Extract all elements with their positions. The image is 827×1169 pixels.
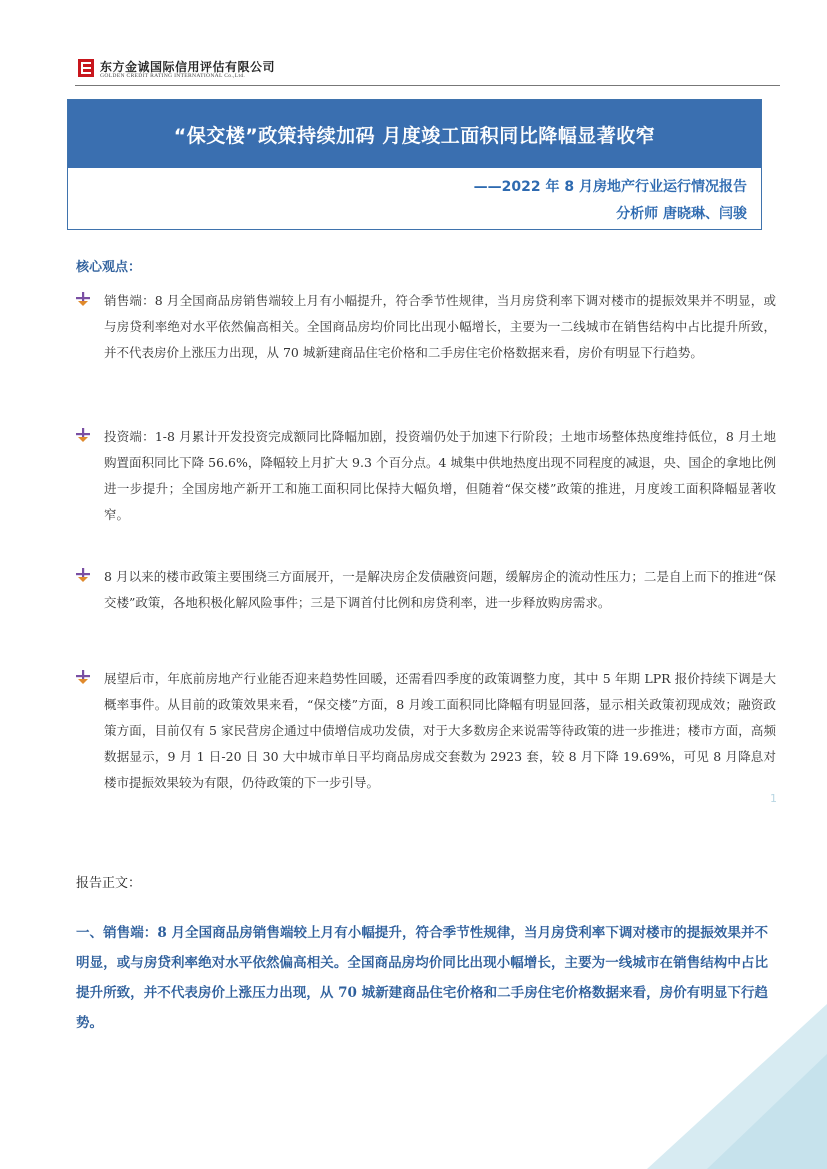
page-number: 1: [770, 792, 777, 805]
key-points-heading: 核心观点：: [76, 260, 142, 275]
key-point-text: 投资端：1-8 月累计开发投资完成额同比降幅加剧，投资端仍处于加速下行阶段；土地市场整体热度维持低位，8 月土地购置面积同比下降 56.6%，降幅较上月扩大 9.3 个百分点。4 城集中供地热度出现不同程度的减退，央、国企的拿地比例进一步提升；全国房地产新开工和施工面积同比保持大幅负增，但随着“保交楼”政策的推进，月度竣工面积降幅显著收窄。: [104, 429, 776, 522]
report-subtitle: ——2022 年 8 月房地产行业运行情况报告: [473, 179, 747, 195]
corner-decoration: [647, 1004, 827, 1169]
analysts: 分析师 唐晓琳、闫骏: [616, 206, 747, 222]
key-point-item: [76, 288, 776, 366]
header-divider: [75, 85, 780, 86]
key-point-item: [76, 564, 776, 616]
bullet-arrow-icon: [76, 292, 90, 306]
section-1-paragraph: 一、销售端：8 月全国商品房销售端较上月有小幅提升，符合季节性规律，当月房贷利率下调对楼市的提振效果并不明显，或与房贷利率绝对水平依然偏高相关。全国商品房均价同比出现小幅增长，主要为一线城市在销售结构中占比提升所致，并不代表房价上涨压力出现，从 70 城新建商品住宅价格和二手房住宅价格数据来看，房价有明显下行趋势。: [76, 925, 768, 1031]
title-band: [68, 100, 761, 168]
company-name-en: GOLDEN CREDIT RATING INTERNATIONAL Co.,Ltd.: [100, 73, 246, 79]
bullet-arrow-icon: [76, 670, 90, 684]
key-point-item: [76, 424, 776, 528]
bullet-arrow-icon: [76, 428, 90, 442]
report-body-heading: 报告正文：: [76, 876, 142, 891]
key-point-item: [76, 666, 776, 796]
key-point-text: 销售端：8 月全国商品房销售端较上月有小幅提升，符合季节性规律，当月房贷利率下调对楼市的提振效果并不明显，或与房贷利率绝对水平依然偏高相关。全国商品房均价同比出现小幅增长，主要为一二线城市在销售结构中占比提升所致，并不代表房价上涨压力出现，从 70 城新建商品住宅价格和二手房住宅价格数据来看，房价有明显下行趋势。: [104, 293, 776, 360]
key-point-text: 8 月以来的楼市政策主要围绕三方面展开，一是解决房企发债融资问题，缓解房企的流动性压力；二是自上而下的推进“保交楼”政策，各地积极化解风险事件；三是下调首付比例和房贷利率，进一步释放购房需求。: [104, 569, 776, 610]
company-name-cn: 东方金诚国际信用评估有限公司: [100, 60, 276, 74]
key-point-text: 展望后市，年底前房地产行业能否迎来趋势性回暖，还需看四季度的政策调整力度，其中 5 年期 LPR 报价持续下调是大概率事件。从目前的政策效果来看，“保交楼”方面，8 月竣工面积同比降幅有明显回落，显示相关政策初现成效；融资政策方面，目前仅有 5 家民营房企通过中债增信成功发债，对于大多数房企来说需等待政策的进一步推进；楼市方面，高频数据显示，9 月 1 日-20 日 30 大中城市单日平均商品房成交套数为 2923 套，较 8 月下降 19.69%，可见 8 月降息对楼市提振效果较为有限，仍待政策的下一步引导。: [104, 671, 776, 790]
company-logo-icon: [78, 59, 94, 77]
report-header: [75, 56, 780, 86]
bullet-arrow-icon: [76, 568, 90, 582]
title-box: [67, 99, 762, 230]
report-title: “保交楼”政策持续加码 月度竣工面积同比降幅显著收窄: [173, 124, 656, 147]
